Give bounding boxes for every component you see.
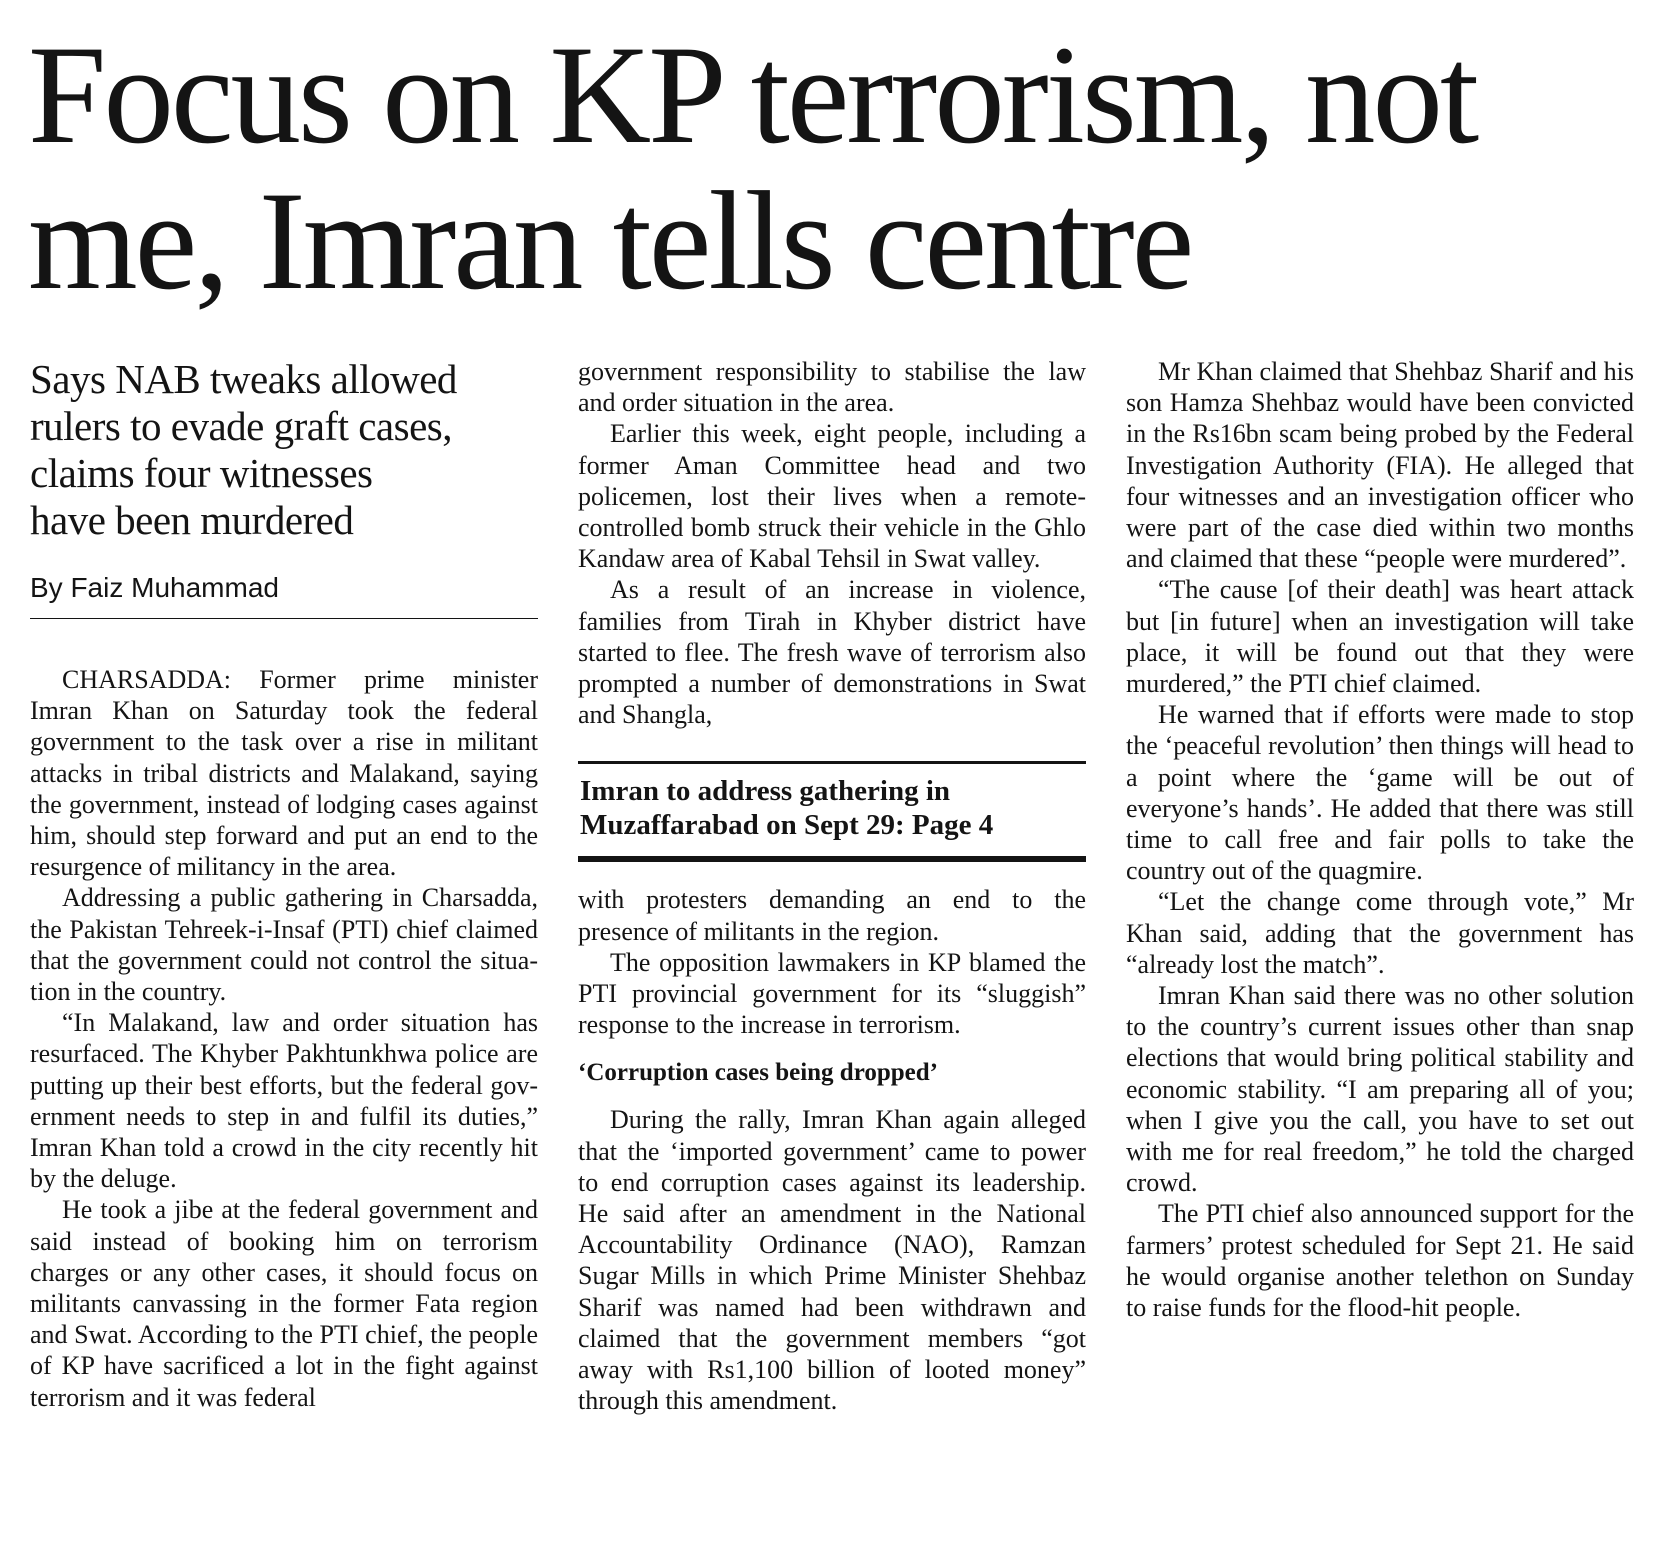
column-2-body-bottom — [578, 1104, 1086, 1416]
column-2-body-middle — [578, 884, 1086, 1040]
deck-line-3: claims four witnesses — [30, 450, 373, 496]
page-reference-box[interactable] — [578, 761, 1086, 862]
paragraph: Earlier this week, eight people, including a former Aman Committee head and two policemen, lost their lives when a remote-controlled bomb struck their vehicle in the Ghlo Kandaw area of Kabal Tehsil in Swat valley. — [578, 419, 1086, 574]
paragraph: As a result of an increase in violence, families from Tirah in Khyber district have started to flee. The fresh wave of terrorism also prompted a number of demonstrations in Swat and Shangla, — [578, 575, 1086, 730]
paragraph: Imran Khan said there was no other solution to the country’s current issues other than snap elections that would bring political stability and economic stability. “I am preparing all of you; when I give you the call, you have to set out with me for real freedom,” he told the charged crowd. — [1126, 981, 1634, 1198]
headline — [28, 17, 1628, 319]
paragraph: He warned that if efforts were made to stop the ‘peaceful revolution’ then things will head to a point where the ‘game will be out of everyone’s hands’. He added that there was still time to call free and fair polls to take the country out of the quagmire. — [1126, 700, 1634, 886]
page-reference-line-1: Imran to address gathering in — [580, 775, 951, 808]
subheading: ‘Corruption cases being dropped’ — [578, 1059, 938, 1087]
column-3-body — [1126, 356, 1634, 1323]
paragraph: CHARSADDA: Former prime minister Imran Khan on Saturday took the federal government to the task over a rise in militant attacks in tribal districts and Malakand, saying the government, instead of lodging cases against him, should step forward and put an end to the resurgence of militancy in the area. — [30, 665, 538, 882]
deck — [30, 356, 538, 546]
headline-line-2: me, Imran tells centre — [28, 163, 1192, 319]
deck-line-1: Says NAB tweaks allowed — [30, 356, 457, 402]
paragraph: government responsibility to stabilise the law and order situation in the area. — [578, 357, 1086, 418]
deck-line-4: have been murdered — [30, 497, 354, 543]
headline-line-1: Focus on KP terrorism, not — [28, 17, 1477, 173]
paragraph: “Let the change come through vote,” Mr Khan said, adding that the government has “already lost the match”. — [1126, 887, 1634, 979]
column-1-body — [30, 664, 538, 1413]
column-1 — [30, 356, 538, 1413]
byline: By Faiz Muhammad — [30, 571, 538, 619]
column-2-body-top — [578, 356, 1086, 730]
paragraph: “In Malakand, law and order situation has resurfaced. The Khyber Pakhtunkhwa police are putting up their best efforts, but the federal government needs to step in and fulfil its duties,” Imran Khan told a crowd in the city recently hit by the deluge. — [30, 1008, 538, 1194]
column-3 — [1126, 356, 1634, 1323]
deck-line-2: rulers to evade graft cases, — [30, 403, 452, 449]
paragraph: The PTI chief also announced support for the farmers’ protest scheduled for Sept 21. He said he would organise another telethon on Sunday to raise funds for the flood-hit people. — [1126, 1199, 1634, 1323]
paragraph: Addressing a public gathering in Charsadda, the Pakistan Tehreek-i-Insaf (PTI) chief claimed that the government could not control the situation in the country. — [30, 883, 538, 1007]
paragraph: He took a jibe at the federal government and said instead of booking him on terrorism charges or any other cases, it should focus on militants canvassing in the former Fata region and Swat. According to the PTI chief, the people of KP have sacrificed a lot in the fight against terrorism and it was federal — [30, 1195, 538, 1412]
paragraph: “The cause [of their death] was heart attack but [in future] when an investigation will take place, it will be found out that they were murdered,” the PTI chief claimed. — [1126, 575, 1634, 699]
page-reference-line-2: Muzaffarabad on Sept 29: Page 4 — [580, 809, 994, 842]
paragraph: with protesters demanding an end to the presence of militants in the region. — [578, 885, 1086, 946]
paragraph: During the rally, Imran Khan again alleged that the ‘imported government’ came to power to end corruption cases against its leadership. He said after an amendment in the National Accountability Ordinance (NAO), Ramzan Sugar Mills in which Prime Minister Shehbaz Sharif was named had been withdrawn and claimed that the government members “got away with Rs1,100 billion of looted money” through this amendment. — [578, 1105, 1086, 1416]
paragraph: Mr Khan claimed that Shehbaz Sharif and his son Hamza Shehbaz would have been convicted in the Rs16bn scam being probed by the Federal Investigation Authority (FIA). He alleged that four witnesses and an investigation officer who were part of the case died within two months and claimed that these “people were murdered”. — [1126, 357, 1634, 574]
paragraph: The opposition lawmakers in KP blamed the PTI provincial government for its “sluggish” response to the increase in terrorism. — [578, 947, 1086, 1040]
column-2 — [578, 356, 1086, 1416]
